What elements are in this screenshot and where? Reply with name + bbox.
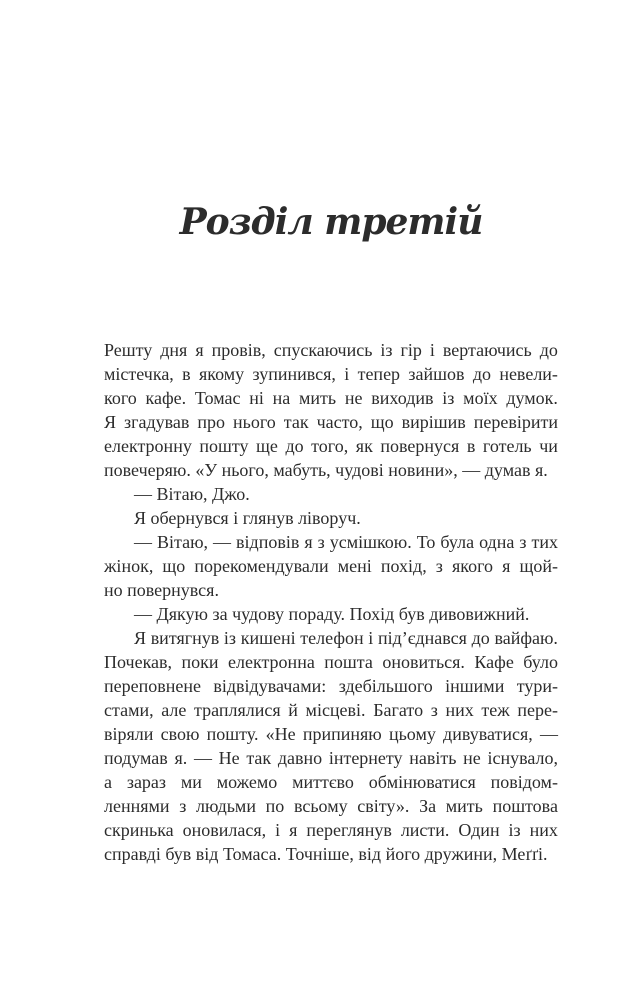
text-line: переповнене відвідувачами: здебільшого іншими тури- <box>104 676 558 696</box>
text-line: — Вітаю, — відповів я з усмішкою. То була одна з тих <box>134 532 558 552</box>
text-line: справді був від Томаса. Точніше, від його дружини, Меґґі. <box>104 844 548 864</box>
chapter-title: Розділ третій <box>179 201 483 243</box>
text-line: кого кафе. Томас ні на мить не виходив із моїх думок. <box>104 388 558 408</box>
text-line: Я згадував про нього так часто, що вирішив перевірити <box>104 412 558 432</box>
text-line: подумав я. — Не так давно інтернету навіть не існувало, <box>104 748 558 768</box>
text-line: Почекав, поки електронна пошта оновиться. Кафе було <box>104 652 558 672</box>
text-line: леннями з людьми по всьому світу». За мить поштова <box>104 796 558 816</box>
text-line: віряли свою пошту. «Не припиняю цьому дивуватися, — <box>104 724 558 744</box>
text-line: — Дякую за чудову пораду. Похід був дивовижний. <box>134 604 530 624</box>
text-line: жінок, що порекомендували мені похід, з якого я щой- <box>104 556 558 576</box>
text-line: — Вітаю, Джо. <box>134 484 250 504</box>
text-block <box>104 338 558 866</box>
text-line: електронну пошту ще до того, як повернуся в готель чи <box>104 436 558 456</box>
text-line: но повернувся. <box>104 580 219 600</box>
text-line: скринька оновилася, і я переглянув листи. Один із них <box>104 820 558 840</box>
text-line: стами, але траплялися й місцеві. Багато з них теж пере- <box>104 700 558 720</box>
text-line: містечка, в якому зупинився, і тепер зайшов до невели- <box>104 364 558 384</box>
text-line: Я витягнув із кишені телефон і під’єднався до вайфаю. <box>134 628 558 648</box>
text-line: Я обернувся і глянув ліворуч. <box>134 508 361 528</box>
text-line: Решту дня я провів, спускаючись із гір і вертаючись до <box>104 340 558 360</box>
text-line: повечеряю. «У нього, мабуть, чудові новини», — думав я. <box>104 460 548 480</box>
text-line: а зараз ми можемо миттєво обмінюватися повідом- <box>104 772 558 792</box>
